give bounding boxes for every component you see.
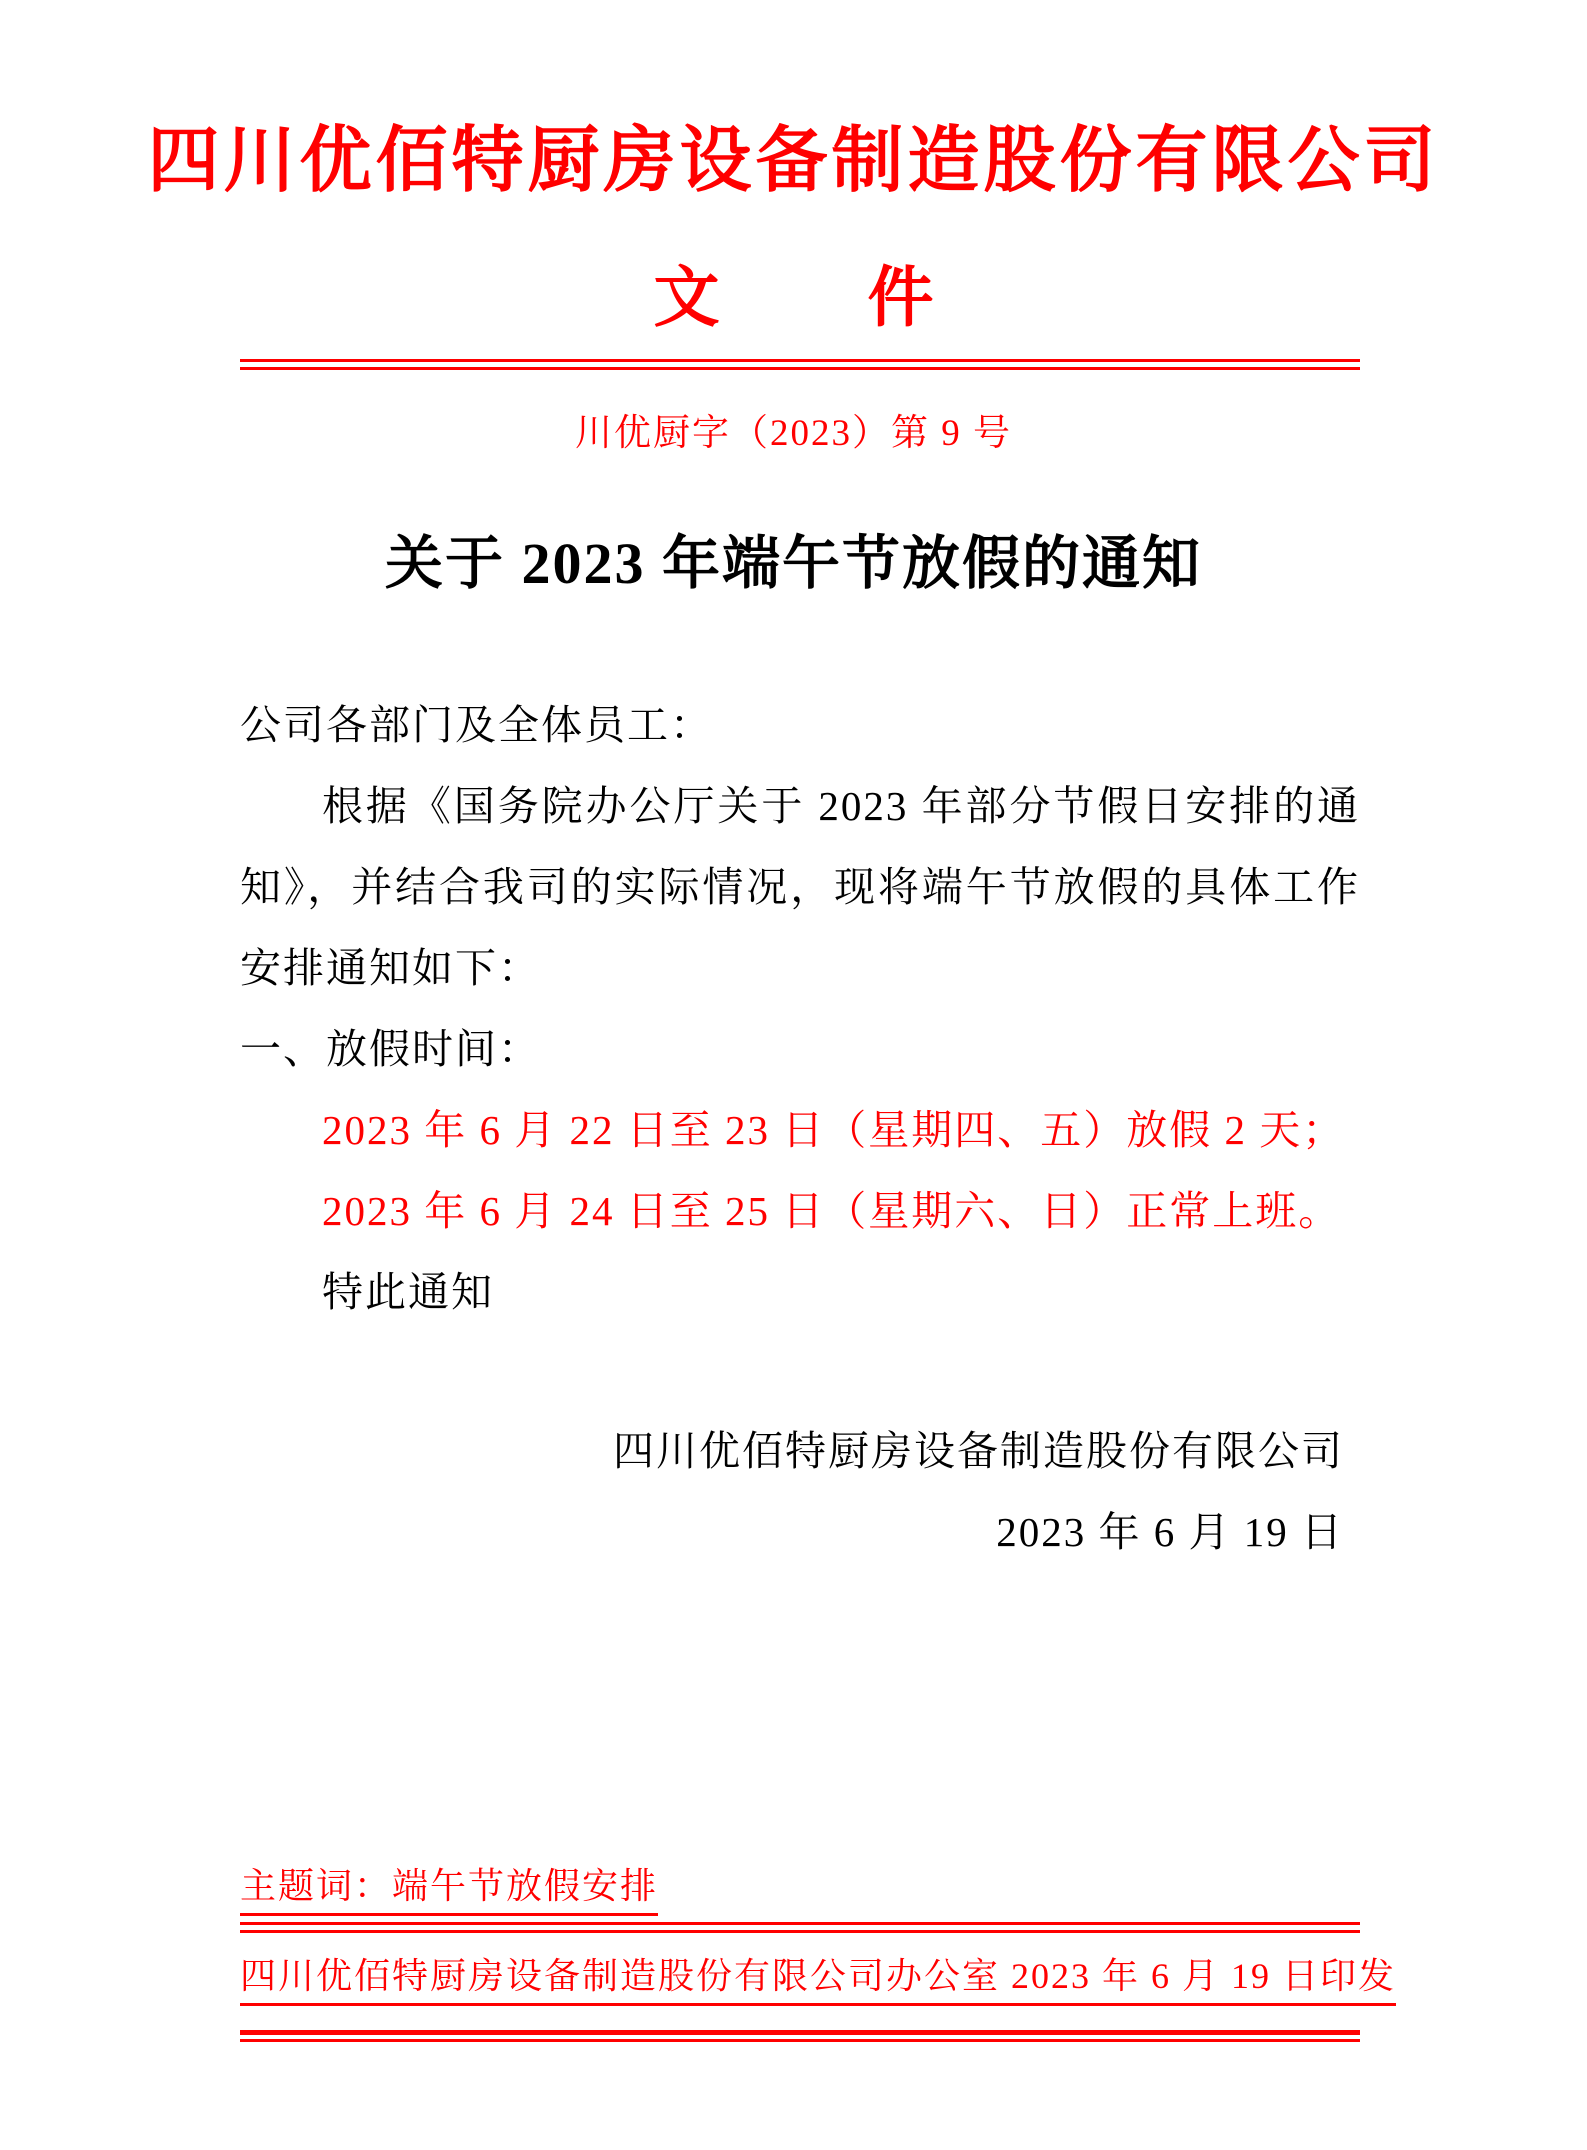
document-title: 关于 2023 年端午节放假的通知 bbox=[384, 531, 1202, 596]
footer-subject-row bbox=[240, 1858, 1360, 1916]
holiday-dates-line-1: 2023 年 6 月 22 日至 23 日（星期四、五）放假 2 天； bbox=[322, 1107, 1346, 1153]
footer-separator-rule-2 bbox=[240, 2030, 1360, 2042]
subject-keywords-line: 主题词：端午节放假安排 bbox=[240, 1858, 658, 1916]
body-paragraph-line-2: 知》，并结合我司的实际情况，现将端午节放假的具体工作 bbox=[240, 864, 1360, 910]
section-heading-holiday-time: 一、放假时间： bbox=[240, 1026, 541, 1072]
closing-note: 特此通知 bbox=[322, 1269, 494, 1315]
footer-issuer-row bbox=[240, 1948, 1397, 2006]
doc-type-char-wen: 文 bbox=[653, 262, 720, 335]
doc-type-char-jian: 件 bbox=[867, 262, 934, 335]
body-paragraph-line-1: 根据《国务院办公厅关于 2023 年部分节假日安排的通 bbox=[322, 783, 1360, 829]
signature-block bbox=[240, 1411, 1360, 1573]
letterhead-doc-type bbox=[0, 244, 1587, 339]
footer-separator-rule-1 bbox=[240, 1922, 1360, 1933]
body-paragraph-line-3: 安排通知如下： bbox=[240, 945, 541, 991]
signature-date: 2023 年 6 月 19 日 bbox=[996, 1509, 1344, 1555]
letterhead-company-name: 四川优佰特厨房设备制造股份有限公司 bbox=[147, 121, 1440, 201]
salutation: 公司各部门及全体员工： bbox=[240, 702, 713, 748]
letterhead-separator-rule bbox=[240, 359, 1360, 370]
document-body bbox=[240, 685, 1360, 1573]
signature-company-name: 四川优佰特厨房设备制造股份有限公司 bbox=[613, 1428, 1344, 1474]
document-number: 川优厨字（2023）第 9 号 bbox=[575, 413, 1012, 454]
holiday-dates-line-2: 2023 年 6 月 24 日至 25 日（星期六、日）正常上班。 bbox=[322, 1188, 1342, 1234]
issuing-office-line: 四川优佰特厨房设备制造股份有限公司办公室 2023 年 6 月 19 日印发 bbox=[240, 1948, 1396, 2006]
